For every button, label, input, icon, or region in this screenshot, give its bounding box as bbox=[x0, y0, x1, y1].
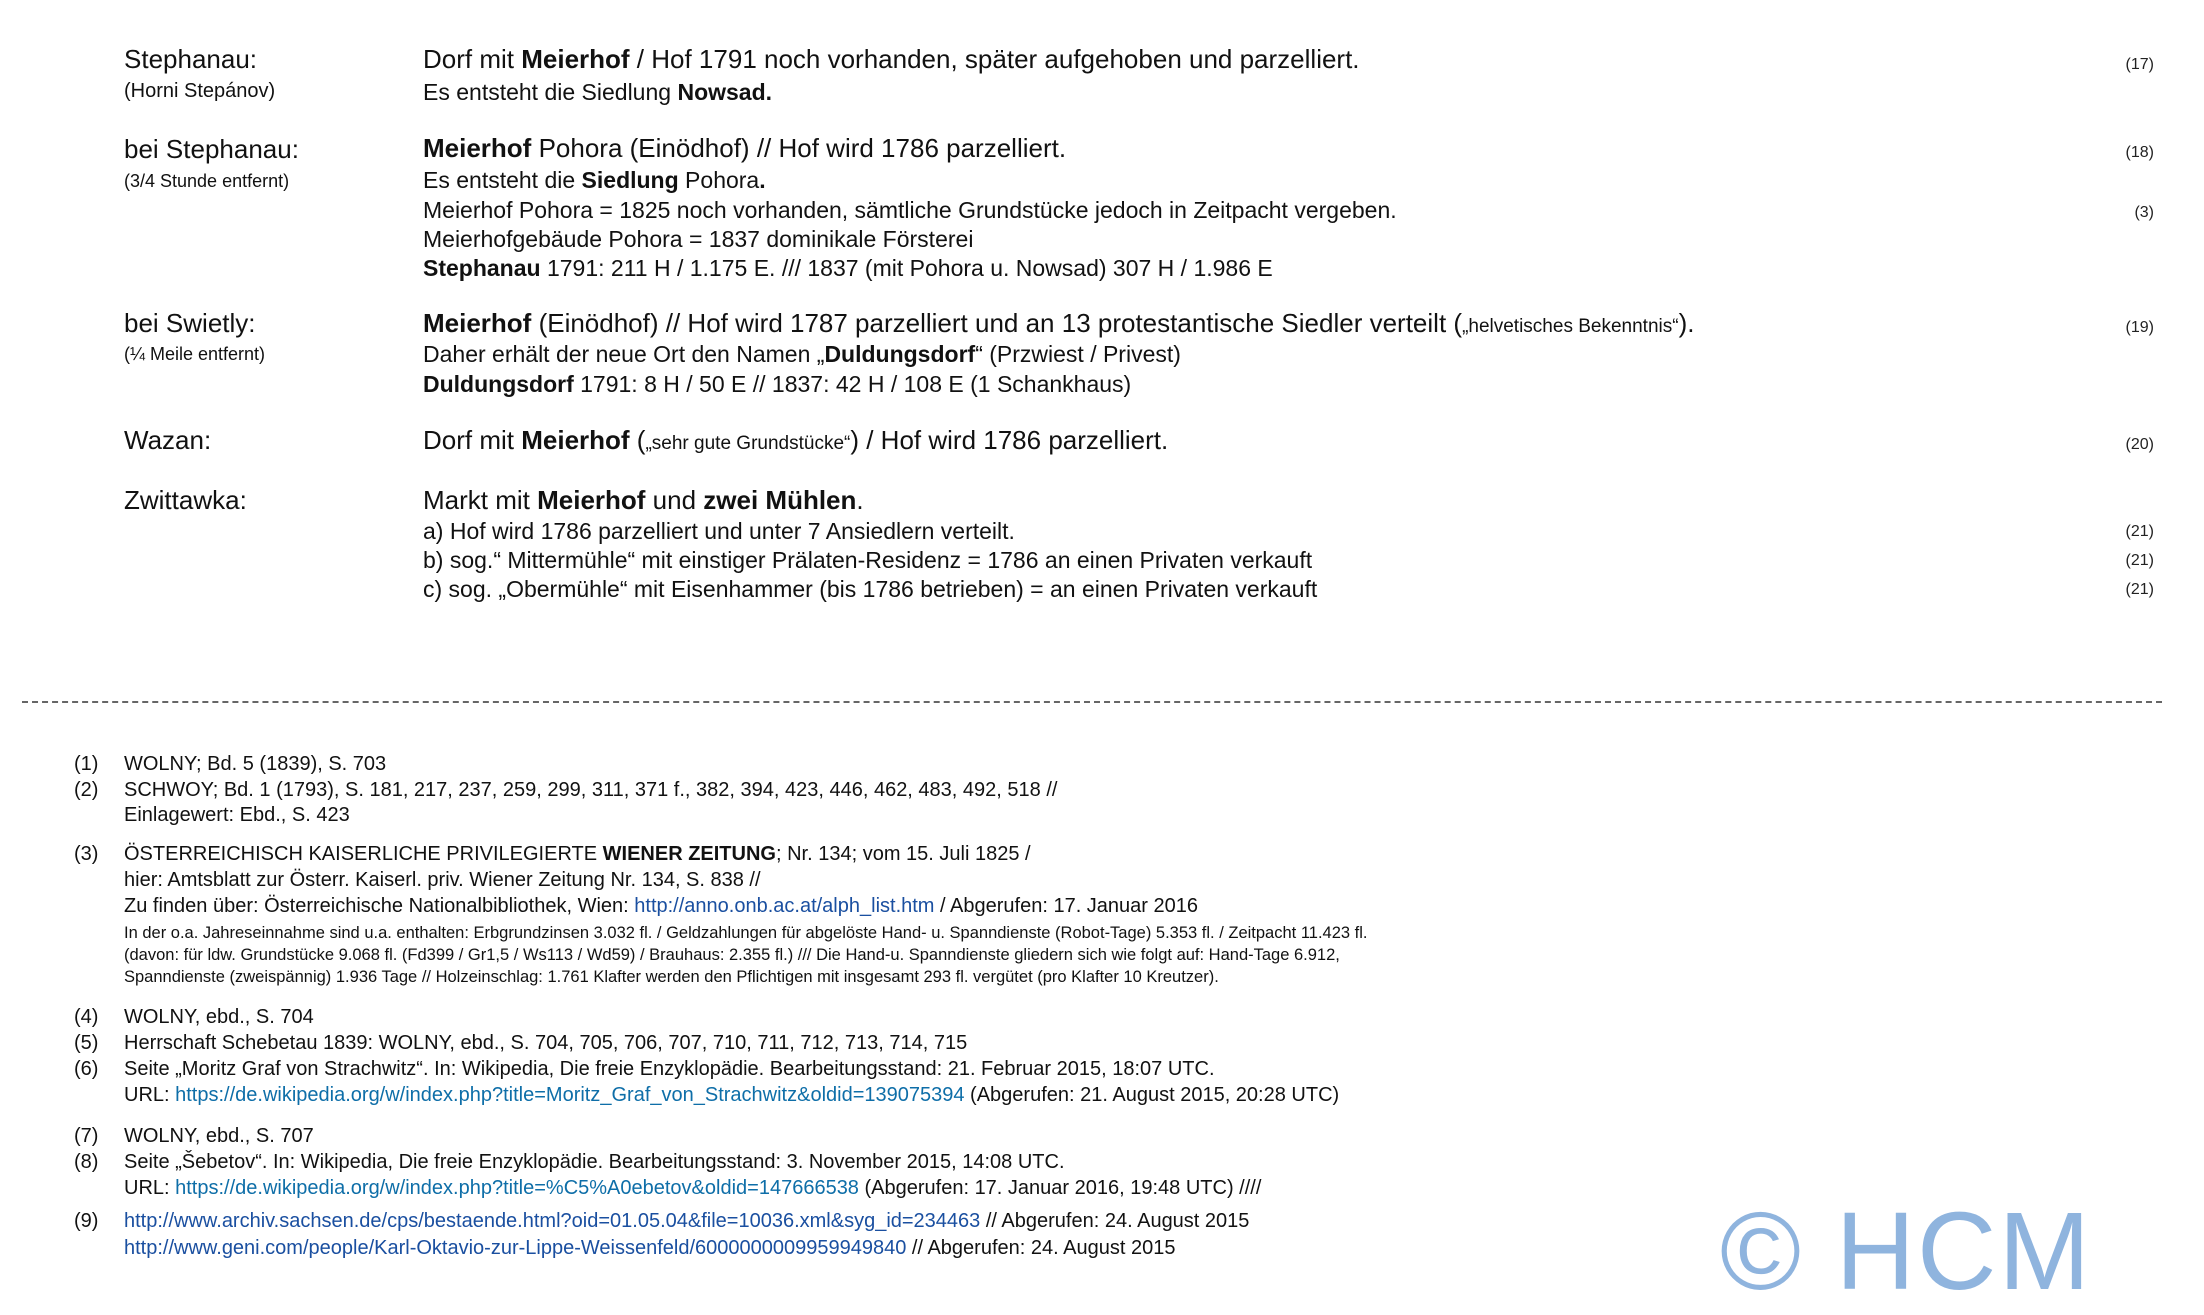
hcm-copyright-logo: © HCM bbox=[1720, 1190, 2093, 1313]
dashed-divider bbox=[22, 701, 2162, 703]
text-line: Meierhofgebäude Pohora = 1837 dominikale Försterei bbox=[423, 226, 974, 252]
place-bei-swietly: bei Swietly: bbox=[124, 308, 256, 338]
text-line: Meierhof (Einödhof) // Hof wird 1787 parzelliert und an 13 protestantische Siedler verteilt („helvetisches Bekenntnis“). bbox=[423, 308, 1695, 338]
footnote-text: http://www.geni.com/people/Karl-Oktavio-zur-Lippe-Weissenfeld/6000000009959949840 // Abgerufen: 24. August 2015 bbox=[124, 1237, 1176, 1259]
reference-number: (17) bbox=[2125, 56, 2154, 73]
footnote-text: Seite „Moritz Graf von Strachwitz“. In: Wikipedia, Die freie Enzyklopädie. Bearbeitungsstand: 21. Februar 2015, 18:07 UTC. bbox=[124, 1058, 1215, 1080]
text-line: c) sog. „Obermühle“ mit Eisenhammer (bis 1786 betrieben) = an einen Privaten verkauft bbox=[423, 576, 1318, 602]
text-line: Dorf mit Meierhof („sehr gute Grundstücke“) / Hof wird 1786 parzelliert. bbox=[423, 425, 1169, 455]
footnote-text: WOLNY; Bd. 5 (1839), S. 703 bbox=[124, 753, 387, 775]
text-line: Dorf mit Meierhof / Hof 1791 noch vorhanden, später aufgehoben und parzelliert. bbox=[423, 44, 1360, 74]
geni-link[interactable]: http://www.geni.com/people/Karl-Oktavio-zur-Lippe-Weissenfeld/6000000009959949840 bbox=[124, 1237, 907, 1259]
text-line: Es entsteht die Siedlung Nowsad. bbox=[423, 79, 773, 105]
footnote-text: Einlagewert: Ebd., S. 423 bbox=[124, 804, 350, 826]
text-line: Daher erhält der neue Ort den Namen „Duldungsdorf“ (Przwiest / Privest) bbox=[423, 341, 1181, 367]
reference-number: (21) bbox=[2125, 552, 2154, 569]
footnote-number: (4) bbox=[74, 1006, 99, 1028]
reference-number: (21) bbox=[2125, 581, 2154, 598]
footnote-text: hier: Amtsblatt zur Österr. Kaiserl. priv. Wiener Zeitung Nr. 134, S. 838 // bbox=[124, 869, 761, 891]
footnote-text: SCHWOY; Bd. 1 (1793), S. 181, 217, 237, 259, 299, 311, 371 f., 382, 394, 423, 446, 462, 483, 492, 518 // bbox=[124, 779, 1058, 801]
footnote-text: WOLNY, ebd., S. 704 bbox=[124, 1006, 314, 1028]
place-sub-bei-stephanau: (3/4 Stunde entfernt) bbox=[124, 171, 290, 191]
footnote-text: Seite „Šebetov“. In: Wikipedia, Die freie Enzyklopädie. Bearbeitungsstand: 3. November 2015, 14:08 UTC. bbox=[124, 1151, 1065, 1173]
footnote-text: http://www.archiv.sachsen.de/cps/bestaende.html?oid=01.05.04&file=10036.xml&syg_id=234463 // Abgerufen: 24. August 2015 bbox=[124, 1210, 1250, 1232]
footnote-number: (7) bbox=[74, 1125, 99, 1147]
place-wazan: Wazan: bbox=[124, 425, 212, 455]
place-sub-stephanau: (Horni Stepánov) bbox=[124, 80, 276, 102]
footnote-detail: (davon: für ldw. Grundstücke 9.068 fl. (Fd399 / Gr1,5 / Ws113 / Wd59) / Brauhaus: 2.355 fl.) /// Die Hand-u. Spanndienste gliedern sich wie folgt auf: Hand-Tage 6.912, bbox=[124, 946, 1340, 964]
reference-number: (19) bbox=[2125, 319, 2154, 336]
footnote-number: (5) bbox=[74, 1032, 99, 1054]
archiv-sachsen-link[interactable]: http://www.archiv.sachsen.de/cps/bestaende.html?oid=01.05.04&file=10036.xml&syg_id=234463 bbox=[124, 1210, 981, 1232]
onb-link[interactable]: http://anno.onb.ac.at/alph_list.htm bbox=[634, 895, 935, 917]
reference-number: (20) bbox=[2125, 436, 2154, 453]
footnote-detail: In der o.a. Jahreseinnahme sind u.a. enthalten: Erbgrundzinsen 3.032 fl. / Geldzahlungen für abgelöste Hand- u. Spanndienste (Robot-Tage) 5.353 fl. / Zeitpacht 11.423 fl. bbox=[124, 924, 1368, 942]
text-line: Stephanau 1791: 211 H / 1.175 E. /// 1837 (mit Pohora u. Nowsad) 307 H / 1.986 E bbox=[423, 255, 1273, 281]
footnote-text: ÖSTERREICHISCH KAISERLICHE PRIVILEGIERTE WIENER ZEITUNG; Nr. 134; vom 15. Juli 1825 / bbox=[124, 843, 1031, 865]
footnote-number: (1) bbox=[74, 753, 99, 775]
place-bei-stephanau: bei Stephanau: bbox=[124, 134, 299, 164]
text-line: Meierhof Pohora = 1825 noch vorhanden, sämtliche Grundstücke jedoch in Zeitpacht vergeben. bbox=[423, 197, 1397, 223]
text-line: Es entsteht die Siedlung Pohora. bbox=[423, 167, 766, 193]
footnote-number: (9) bbox=[74, 1210, 99, 1232]
footnote-text: WOLNY, ebd., S. 707 bbox=[124, 1125, 314, 1147]
reference-number: (21) bbox=[2125, 523, 2154, 540]
footnote-text: URL: https://de.wikipedia.org/w/index.php?title=%C5%A0ebetov&oldid=147666538 (Abgerufen: 17. Januar 2016, 19:48 UTC) //// bbox=[124, 1177, 1262, 1199]
footnote-number: (2) bbox=[74, 779, 99, 801]
place-zwittawka: Zwittawka: bbox=[124, 485, 247, 515]
footnote-text: Herrschaft Schebetau 1839: WOLNY, ebd., S. 704, 705, 706, 707, 710, 711, 712, 713, 714, 715 bbox=[124, 1032, 968, 1054]
place-sub-bei-swietly: (¼ Meile entfernt) bbox=[124, 344, 266, 364]
wikipedia-sebetov-link[interactable]: https://de.wikipedia.org/w/index.php?title=%C5%A0ebetov&oldid=147666538 bbox=[175, 1177, 859, 1199]
reference-number: (3) bbox=[2134, 204, 2154, 221]
footnote-text: URL: https://de.wikipedia.org/w/index.php?title=Moritz_Graf_von_Strachwitz&oldid=139075394 (Abgerufen: 21. August 2015, 20:28 UTC) bbox=[124, 1084, 1340, 1106]
place-stephanau: Stephanau: bbox=[124, 44, 258, 74]
text-line: a) Hof wird 1786 parzelliert und unter 7 Ansiedlern verteilt. bbox=[423, 518, 1015, 544]
wikipedia-strachwitz-link[interactable]: https://de.wikipedia.org/w/index.php?title=Moritz_Graf_von_Strachwitz&oldid=139075394 bbox=[175, 1084, 965, 1106]
footnote-number: (6) bbox=[74, 1058, 99, 1080]
text-line: Duldungsdorf 1791: 8 H / 50 E // 1837: 42 H / 108 E (1 Schankhaus) bbox=[423, 371, 1132, 397]
text-line: Markt mit Meierhof und zwei Mühlen. bbox=[423, 485, 864, 515]
footnote-number: (3) bbox=[74, 843, 99, 865]
text-line: Meierhof Pohora (Einödhof) // Hof wird 1786 parzelliert. bbox=[423, 133, 1067, 163]
reference-number: (18) bbox=[2125, 144, 2154, 161]
text-line: b) sog.“ Mittermühle“ mit einstiger Prälaten-Residenz = 1786 an einen Privaten verkauft bbox=[423, 547, 1313, 573]
footnote-detail: Spanndienste (zweispännig) 1.936 Tage // Holzeinschlag: 1.761 Klafter werden den Pflichtigen mit insgesamt 293 fl. vergütet (pro Klafter 10 Kreutzer). bbox=[124, 968, 1219, 986]
footnote-number: (8) bbox=[74, 1151, 99, 1173]
footnote-text: Zu finden über: Österreichische Nationalbibliothek, Wien: http://anno.onb.ac.at/alph_list.htm / Abgerufen: 17. Januar 2016 bbox=[124, 895, 1199, 917]
